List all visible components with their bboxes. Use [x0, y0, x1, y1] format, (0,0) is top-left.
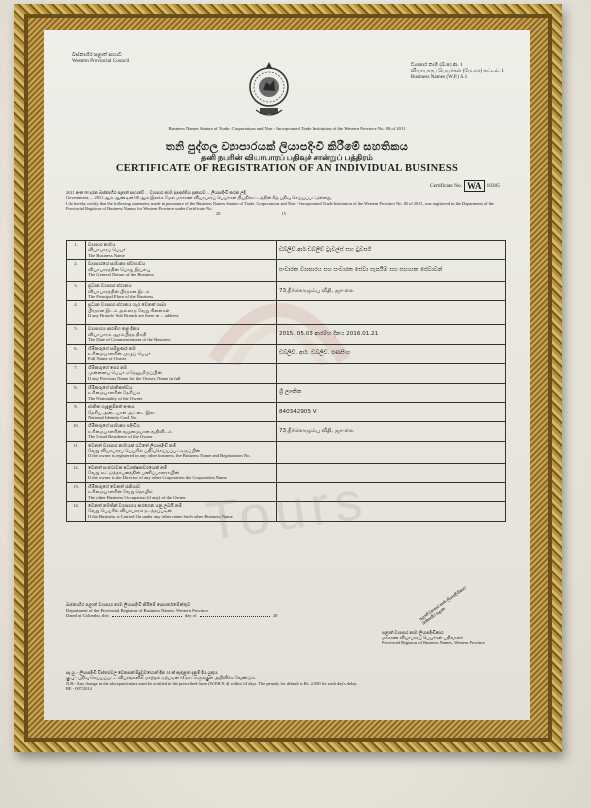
- row-label-si: හිමිකරුගේ පෙර නම: [88, 364, 128, 370]
- dated-year: 20: [272, 613, 278, 619]
- row-label-ta: வேறு கூட்டுத்தாபனத்தின் பணிப்பாளராயின்: [88, 469, 180, 475]
- row-label: [86, 422, 277, 441]
- row-label-en: If the Business is Carried On under any other name Such other Business Name: [88, 513, 233, 519]
- row-label-ta: உரிமையாளரின் வேறு தொழில்: [88, 489, 153, 495]
- row-label-si: ප්‍රධාන ව්‍යාපාර ස්ථානය: [88, 283, 132, 289]
- row-number: 12.: [67, 463, 86, 482]
- issuing-department: [66, 602, 508, 619]
- certificate-document: [44, 30, 530, 720]
- table-row: [67, 325, 506, 344]
- row-label-si: හිමිකරුගේ සම්පූර්ණ නම: [88, 345, 136, 351]
- title-sinhala: තනි පුද්ගල ව්‍යාපාරයක් ලියාපදිංචි කිරීමේ සහතිකය: [165, 141, 409, 153]
- row-label-en: Full Name of Owner: [88, 356, 127, 362]
- row-label: [86, 463, 277, 482]
- row-label-si: ව්‍යාපාර නාමය: [88, 242, 116, 247]
- row-label-en: National Identity Card No.: [88, 414, 138, 420]
- row-label: [86, 282, 277, 301]
- row-label-si: හිමිකරුගේ ජාතිකත්වය: [88, 384, 133, 390]
- table-row: [67, 282, 506, 301]
- form-reference-en: Business Names (W.P.) S.1: [410, 74, 468, 81]
- table-row: [67, 422, 506, 441]
- row-label: [86, 344, 277, 363]
- row-label: [86, 363, 277, 383]
- row-label-en: The Nationality of the Owner: [88, 395, 143, 401]
- row-label-si: වෙනත් ව්‍යාපාර නාමයක් යටතේ ලියාපදිංචි නම්: [88, 442, 177, 448]
- row-label-en: The Business Name: [88, 252, 125, 258]
- row-label-ta: உரிமையாளரின் வழமையான வதிவிடம்: [88, 428, 172, 434]
- row-label-ta: வேறு வியாபாரப் பெயரில் பதிவுசெய்யப்பட்டிருப்பின்: [88, 447, 201, 453]
- row-value: 2015. 05.03 ආරම්භ දිනය 2016.01.21: [277, 325, 506, 344]
- year-label: 20: [216, 211, 221, 217]
- table-row: [67, 403, 506, 422]
- row-number: 14.: [67, 501, 86, 521]
- row-label-ta: வியாபாரப் பெயர்: [88, 247, 126, 253]
- row-label-ta: தேசிய அடையாள அட்டை இல.: [88, 409, 156, 415]
- row-label: [86, 383, 277, 402]
- intro-line-en: I do hereby certify that the following statement, made in pursuance of the Business Names Statute of Trade, Corporations and Non - Incorporated Trade Institution of the Western Province No. 05 of 2011, was registered in the Department of the Provincial Registrar of Business Names for Western Province under Certificate No.: [66, 200, 494, 211]
- row-label-en: If any Branch/ Sub Branch are there in ... address: [88, 313, 179, 319]
- row-label: [86, 301, 277, 325]
- row-number: 9.: [67, 403, 86, 422]
- intro-line-ta: Government, ... 2011 ஆம் ஆண்டின் 08 ஆம் இலக்க மேல் மாகாண வியாபாரப் பெயர்கள் நியதிச்சட்டத்தின் கீழ் பதிவு செய்யப்பட்டுள்ளது.: [66, 195, 333, 201]
- row-number: 5.: [67, 325, 86, 344]
- watermark-text: Tours: [202, 470, 372, 552]
- registrar-title-ta: மாகாண வியாபாரப் பெயர்கள் பதிவாளர்: [382, 635, 464, 641]
- row-label-si: වෙනත් සංස්ථාවක අධ්‍යක්ෂකවරයෙක් නම්: [88, 464, 168, 470]
- row-label-si: ප්‍රධාන ව්‍යාපාර ස්ථානය හැර වෙනත් ශාඛා: [88, 302, 167, 308]
- footer-note-ta: கு.பு:- பதிவு செய்யப்பட்ட விபரங்களில் மாற்றம் ஏற்படின் 14 நாட்களுக்குள் அறிவிக்க வேண்டும்.: [66, 675, 257, 681]
- table-row: [67, 241, 506, 260]
- row-number: 4.: [67, 301, 86, 325]
- national-emblem-icon: [248, 60, 290, 122]
- row-label-en: If any Previous Name for the Owner, Name in full: [88, 375, 181, 381]
- intro-statement: [66, 190, 508, 216]
- row-label-ta: வியாபாரத்தின் பொது இயல்பு: [88, 266, 151, 272]
- dated-line: [66, 613, 508, 619]
- row-label-ta: வியாபாரம் ஆரம்பித்த திகதி: [88, 331, 147, 337]
- title-block: [44, 141, 530, 175]
- council-name-si: බස්නාහිර පළාත් සභාව: [72, 52, 122, 58]
- row-value: සංචාරක ව්‍යාපාරය සහ සංචාරක සේවා සැපයීම සහ සහායක සේවාවන්: [277, 260, 506, 282]
- row-label-si: ව්‍යාපාරය ආරම්භ කළ දිනය: [88, 326, 140, 332]
- table-row: [67, 260, 506, 282]
- certificate-number-value: 10305: [486, 183, 500, 189]
- row-label-ta: வேறு பெயரில் வியாபாரம் நடத்தப்படின்: [88, 508, 172, 514]
- row-label-en: If the owner is registered in any other business, the Business Name and Registration No.: [88, 453, 251, 459]
- row-label-si: හිමිකරුගේ සාමාන්‍ය පදිංචිය: [88, 423, 140, 429]
- row-label-en: The other Business Occupation (if any) of the Owner: [88, 494, 186, 500]
- row-label: [86, 441, 277, 463]
- row-label-ta: வியாபாரத்தின் பிரதான இடம்: [88, 288, 150, 294]
- row-number: 3.: [67, 282, 86, 301]
- certificate-number-label: Certificate No.: [429, 183, 462, 189]
- footer-code: RE - 007/2014: [66, 686, 92, 692]
- row-value: 840342905 V: [277, 403, 506, 422]
- dated-label: Dated at Colombo, this: [66, 613, 109, 619]
- title-tamil: தனி நபரின் வியாபாரப் பதிவுச் சான்றுப் பத்திரம்: [201, 153, 373, 162]
- certificate-prefix: WA: [464, 180, 485, 192]
- year-value: 15: [281, 211, 286, 217]
- form-reference-ta: வியாபாரப் பெயர்கள் (மே.மா) சட்டம். 1: [410, 68, 504, 75]
- row-number: 2.: [67, 260, 86, 282]
- row-label: [86, 260, 277, 282]
- registrar-title-si: පළාත් ව්‍යාපාර නාම ලියාපදිංචිකාර: [382, 630, 444, 635]
- form-reference: [411, 62, 504, 81]
- row-value: ශ්‍රී ලාංකික: [277, 383, 506, 402]
- table-row: [67, 344, 506, 363]
- row-label: [86, 325, 277, 344]
- row-label-si: ජාතික හැඳුනුම්පත් අංකය: [88, 404, 135, 410]
- row-label-si: හිමිකරුගේ වෙනත් රැකියාව: [88, 483, 141, 489]
- table-row: [67, 363, 506, 383]
- row-value: ඩබ්ලිව්. ආර්. ඩබ්ලිව්. රණසිංහ: [277, 344, 506, 363]
- registrar-title-en: Provincial Registrar of Business Names, Western Province: [382, 640, 486, 646]
- row-label-en: The Principal Place of the Business: [88, 294, 154, 300]
- table-row: [67, 301, 506, 325]
- form-reference-si: ව්‍යාපාර නාම (බ.ප) ආ. 1: [410, 62, 463, 68]
- day-of-label: day of: [184, 613, 197, 619]
- council-name-en: Western Provincial Council: [72, 58, 130, 65]
- row-value: [277, 301, 506, 325]
- row-number: 6.: [67, 344, 86, 363]
- row-number: 1.: [67, 241, 86, 260]
- row-label-ta: உரிமையாளரின் முழுப் பெயர்: [88, 351, 151, 357]
- intro-year-row: [66, 211, 508, 216]
- row-label-ta: பிரதான இடம் அல்லாத வேறு கிளைகள்: [88, 307, 170, 313]
- row-value: 73,நீர்கொழும்பு வீதி, ஜா-எல: [277, 422, 506, 441]
- row-value: 73,நீர்கொழும்பு வீதி, ஜா-எல: [277, 282, 506, 301]
- row-number: 10.: [67, 422, 86, 441]
- footer-note-en: N.B.- Any change in the aforeparticulars must be notified in the prescribed form (W.P.B.N 4) within 14 days. The penalty for default is Rs. 2,500 for each day's delay.: [66, 680, 358, 686]
- row-number: 13.: [67, 482, 86, 501]
- row-label-si: වෙනත් නමකින් ව්‍යාපාරය කරගෙන යනු ලබයි නම්: [88, 502, 182, 508]
- row-label-ta: உரிமையாளரின் தேசியம்: [88, 390, 141, 396]
- row-number: 8.: [67, 383, 86, 402]
- registrar-signature-block: [382, 630, 502, 646]
- row-label-en: The Usual Residence of the Owner: [88, 434, 153, 440]
- row-label-ta: முன்னைய பெயர் ஏதேனுமிருப்பின்: [88, 370, 162, 376]
- official-stamp: පළාත් ව්‍යාපාර නාම ලියාපදිංචිකාර බස්නාහිර පළාත: [418, 585, 467, 626]
- row-number: 7.: [67, 363, 86, 383]
- intro-line-si: 2011 අංක 08 දරන බස්නාහිර පළාත් සභාවේ ... ව්‍යාපාර නාම ප්‍රඥප්තිය ප්‍රකාරව ... ලියාපදිංචි කරන ලදී.: [66, 190, 247, 195]
- table-row: [67, 383, 506, 402]
- row-value: ඩබ්ලිව්.ආර්.ඩබ්ලිව් ට්‍රැවල්ස් සහ ටුවර්ස්: [277, 241, 506, 260]
- council-header: [72, 52, 129, 64]
- row-label: [86, 241, 277, 260]
- row-label-si: ව්‍යාපාරයේ සාමාන්‍ය ස්වභාවය: [88, 261, 146, 267]
- row-number: 11.: [67, 441, 86, 463]
- row-label-en: If the owner is the Director of any other Corporation the Corporation Name: [88, 475, 227, 481]
- title-english: CERTIFICATE OF REGISTRATION OF AN INDIVIDUAL BUSINESS: [115, 163, 459, 174]
- footer-notes: [66, 670, 508, 692]
- footer-note-si: සැ.යු.:- ලියාපදිංචි විස්තරවල වෙනසක් සිදුවුවහොත් දින 14 ක් ඇතුළත දැනුම් දිය යුතුය.: [66, 670, 219, 675]
- row-value: [277, 363, 506, 383]
- department-si: බස්නාහිර පළාත් ව්‍යාපාර නාම ලියාපදිංචි කිරීමේ දෙපාර්තමේන්තුව: [66, 602, 191, 607]
- preamble-text: Business Names Statute of Trade, Corporations and Non - Incorporated Trade Institution of the Western Province No. 08 of 2011: [168, 126, 406, 131]
- department-en: Department of the Provincial Registrar of Business Names, Western Province: [66, 607, 209, 613]
- row-label-en: The Date of Commencement of the Business: [88, 337, 171, 343]
- row-label-en: The General Nature of the Business: [88, 272, 154, 278]
- row-label: [86, 403, 277, 422]
